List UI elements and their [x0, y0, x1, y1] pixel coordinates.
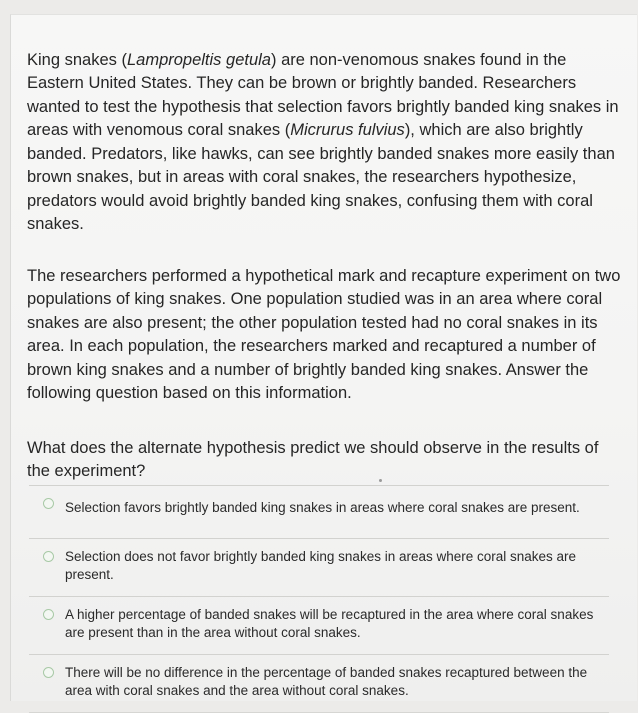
intro-text-a: King snakes ( — [27, 50, 127, 69]
radio-button-icon[interactable] — [43, 609, 54, 620]
radio-button-icon[interactable] — [43, 498, 54, 509]
answer-option-3[interactable] — [29, 596, 609, 654]
answer-option-label: Selection does not favor brightly banded king snakes in areas where coral snakes are present. — [65, 549, 577, 582]
answer-option-4[interactable] — [29, 654, 609, 713]
question-text: What does the alternate hypothesis predict we should observe in the results of the experiment? — [27, 438, 599, 480]
answer-option-2[interactable] — [29, 538, 609, 596]
answer-option-label: There will be no difference in the percentage of banded snakes recaptured between the area with coral snakes and the area without coral snakes. — [65, 665, 588, 698]
intro-paragraph-1 — [27, 49, 623, 237]
species-name-coral-snake: Micrurus fulvius — [290, 121, 405, 139]
answer-option-label: A higher percentage of banded snakes will be recaptured in the area where coral snakes are present than in the area without coral snakes. — [65, 607, 594, 640]
radio-button-icon[interactable] — [43, 667, 54, 678]
answer-options — [29, 485, 609, 713]
species-name-king-snake: Lampropeltis getula — [126, 50, 271, 69]
answer-option-label: Selection favors brightly banded king snakes in areas where coral snakes are present. — [65, 500, 580, 515]
question-card — [10, 14, 637, 701]
stray-dot — [379, 479, 382, 482]
answer-option-1[interactable] — [29, 485, 609, 538]
radio-button-icon[interactable] — [43, 551, 54, 562]
intro-paragraph-2: The researchers performed a hypothetical mark and recapture experiment on two populations of king snakes. One population studied was in an area where coral snakes are also present; the other population tested had no coral snakes in its area. In each population, the researchers marked and recaptured a number of brown king snakes and a number of brightly banded king snakes. Answer the following question based on this information. — [27, 266, 621, 402]
intro-text-c: ), which are also brightly banded. Predators, like hawks, can see brightly banded snakes more easily than brown snakes, but in areas with coral snakes, the researchers hypothesize, predators would avoid brightly banded king snakes, confusing them with coral snakes. — [27, 121, 615, 233]
intro-text-b: ) are non-venomous snakes found in the Eastern United States. They can be brown or brightly banded. Researchers wanted to test the hypothesis that selection favors brightly banded king snakes in areas with venomous coral snakes ( — [27, 50, 619, 139]
